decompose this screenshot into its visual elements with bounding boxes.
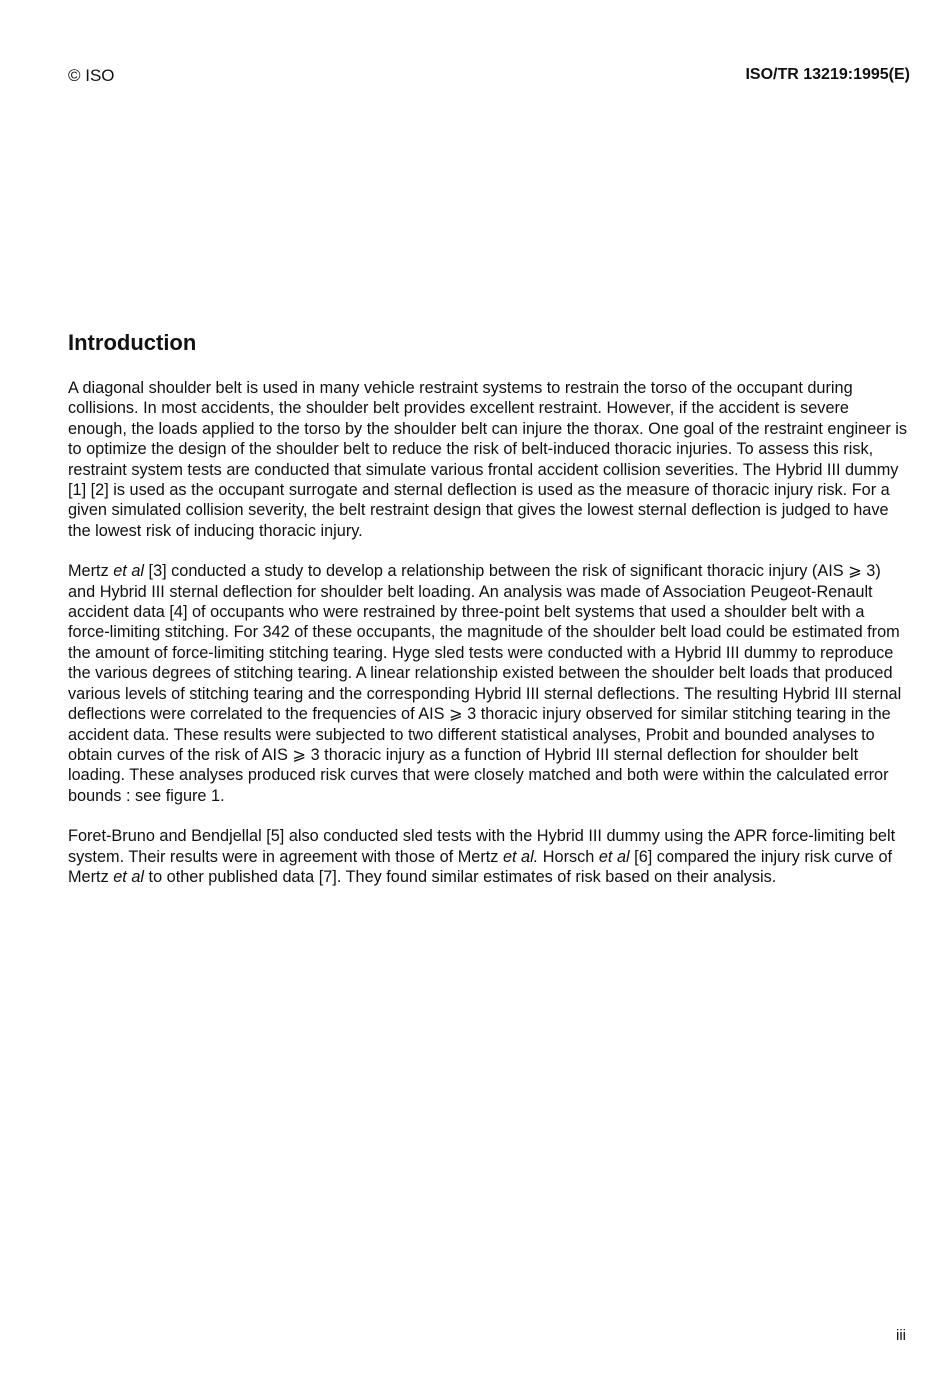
paragraph-2-text: Mertz: [68, 562, 114, 581]
section-title: Introduction: [68, 330, 197, 355]
paragraph-3-italic: et al: [598, 847, 630, 866]
page-header: [68, 66, 910, 88]
paragraph-2-italic: et al: [113, 562, 145, 581]
paragraph-3: [68, 826, 908, 887]
paragraph-3-text: [6] compared the injury risk curve of Mertz: [68, 847, 893, 886]
paragraph-1: A diagonal shoulder belt is used in many vehicle restraint systems to restrain the torso of the occupant during collisions. In most accidents, the shoulder belt provides excellent restraint. However, if the accident is severe enough, the loads applied to the torso by the shoulder belt can injure the thorax. One goal of the restraint engineer is to optimize the design of the shoulder belt to reduce the risk of belt-induced thoracic injuries. To assess this risk, restraint system tests are conducted that simulate various frontal accident collision severities. The Hybrid III dummy [1] [2] is used as the occupant surrogate and sternal deflection is used as the measure of thoracic injury risk. For a given simulated collision severity, the belt restraint design that gives the lowest sternal deflection is judged to have the lowest risk of inducing thoracic injury.: [68, 379, 908, 540]
paragraph-3-italic: et al.: [502, 847, 539, 866]
paragraph-3-text: to other published data [7]. They found similar estimates of risk based on their analysis.: [144, 867, 777, 886]
paragraph-2-text: [3] conducted a study to develop a relationship between the risk of significant thoracic injury (AIS ⩾ 3) and Hybrid III sternal deflection for shoulder belt loading. An analysis was made of Association Peugeot-Renault accident data [4] of occupants who were restrained by three-point belt systems that used a shoulder belt with a force-limiting stitching. For 342 of these occupants, the magnitude of the shoulder belt load could be estimated from the amount of force-limiting stitching tearing. Hyge sled tests were conducted with a Hybrid III dummy to reproduce the various degrees of stitching tearing. A linear relationship existed between the shoulder belt loads that produced various levels of stitching tearing and the corresponding Hybrid III sternal deflections. The resulting Hybrid III sternal deflections were correlated to the frequencies of AIS ⩾ 3 thoracic injury observed for similar stitching tearing in the accident data. These results were subjected to two different statistical analyses, Probit and bounded analyses to obtain curves of the risk of AIS ⩾ 3 thoracic injury as a function of Hybrid III sternal deflection for shoulder belt loading. These analyses produced risk curves that were closely matched and both were within the calculated error bounds : see figure 1.: [68, 562, 902, 805]
copyright-label: © ISO: [68, 66, 115, 85]
paragraph-2: [68, 561, 908, 806]
paragraph-3-italic: et al: [113, 867, 145, 886]
paragraph-3-text: Horsch: [538, 847, 599, 866]
body-text: [68, 378, 908, 907]
document-number: ISO/TR 13219:1995(E): [745, 66, 910, 83]
paragraph-3-text: Foret-Bruno and Bendjellal [5] also conducted sled tests with the Hybrid III dummy using the APR force-limiting belt system. Their results were in agreement with those of Mertz: [68, 827, 896, 866]
page-number: iii: [896, 1327, 906, 1344]
